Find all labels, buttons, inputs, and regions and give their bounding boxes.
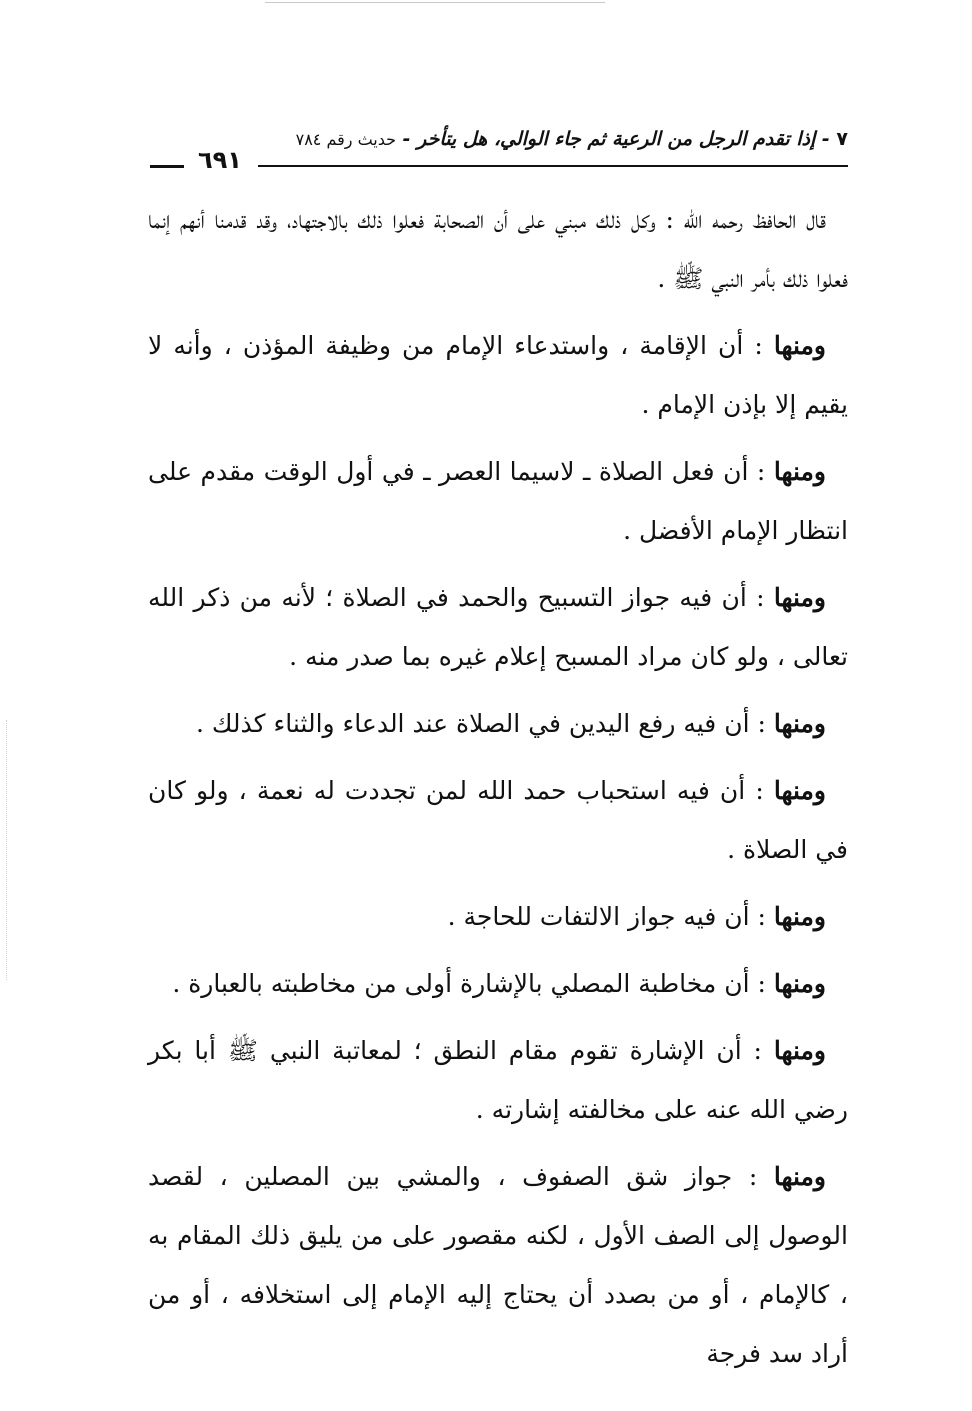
header-title: [296, 128, 848, 150]
paragraph-label: ومنها: [773, 902, 826, 931]
paragraph-text: : أن فيه جواز الالتفات للحاجة .: [447, 902, 774, 931]
paragraph: [148, 954, 848, 1013]
paragraph: قال الحافظ رحمه الله : وكل ذلك مبني على أن الصحابة فعلوا ذلك بالاجتهاد، وقد قدمنا أنهم إنما فعلوا ذلك بأمر النبي ﷺ .: [148, 205, 848, 293]
paragraph: [148, 694, 848, 753]
paragraph-text: : أن الإشارة تقوم مقام النطق ؛ لمعاتبة النبي ﷺ أبا بكر رضي الله عنه على مخالفته إشارته .: [148, 1036, 848, 1124]
paragraph-label: ومنها: [773, 583, 826, 612]
body-text: [148, 190, 848, 1391]
paragraph: [148, 1147, 848, 1383]
chapter-title: - إذا تقدم الرجل من الرعية ثم جاء الوالي، هل يتأخر -: [402, 128, 830, 150]
running-header: [150, 118, 848, 176]
paragraph: [148, 761, 848, 879]
paragraph-label: ومنها: [773, 776, 826, 805]
chapter-number: ٧: [836, 128, 848, 150]
paragraph-text: : أن فيه استحباب حمد الله لمن تجددت له نعمة ، ولو كان في الصلاة .: [148, 776, 848, 864]
paragraph-text: : أن فيه جواز التسبيح والحمد في الصلاة ؛ لأنه من ذكر الله تعالى ، ولو كان مراد المسبح إعلام غيره بما صدر منه .: [148, 583, 848, 671]
paragraph: [148, 1021, 848, 1139]
paragraph-label: ومنها: [773, 1162, 826, 1191]
paragraph: [148, 568, 848, 686]
hadith-reference: حديث رقم ٧٨٤: [295, 130, 397, 149]
paragraph: [148, 316, 848, 434]
page-number-dash: [150, 165, 184, 168]
paragraph-label: ومنها: [773, 457, 826, 486]
paragraph-text: : أن الإقامة ، واستدعاء الإمام من وظيفة المؤذن ، وأنه لا يقيم إلا بإذن الإمام .: [148, 331, 848, 419]
paragraph-label: ومنها: [773, 1036, 826, 1065]
paragraph-label: ومنها: [773, 969, 826, 998]
paragraph-text: : أن فعل الصلاة ـ لاسيما العصر ـ في أول الوقت مقدم على انتظار الإمام الأفضل .: [148, 457, 848, 545]
header-rule: [258, 165, 848, 167]
top-edge-rule: [265, 2, 605, 3]
paragraph-text: : جواز شق الصفوف ، والمشي بين المصلين ، لقصد الوصول إلى الصف الأول ، لكنه مقصور على من يليق ذلك المقام به ، كالإمام ، أو من بصدد أن يحتاج إليه الإمام إلى استخلافه ، أو من أراد سد فرجة: [148, 1162, 848, 1368]
scan-edge-marks: [6, 720, 9, 980]
paragraph-label: ومنها: [773, 331, 826, 360]
paragraph: [148, 442, 848, 560]
paragraph-text: : أن فيه رفع اليدين في الصلاة عند الدعاء والثناء كذلك .: [195, 709, 774, 738]
page-number: ٦٩١: [198, 146, 242, 174]
paragraph-label: ومنها: [773, 709, 826, 738]
paragraph-text: : أن مخاطبة المصلي بالإشارة أولى من مخاطبته بالعبارة .: [172, 969, 774, 998]
paragraph: [148, 887, 848, 946]
